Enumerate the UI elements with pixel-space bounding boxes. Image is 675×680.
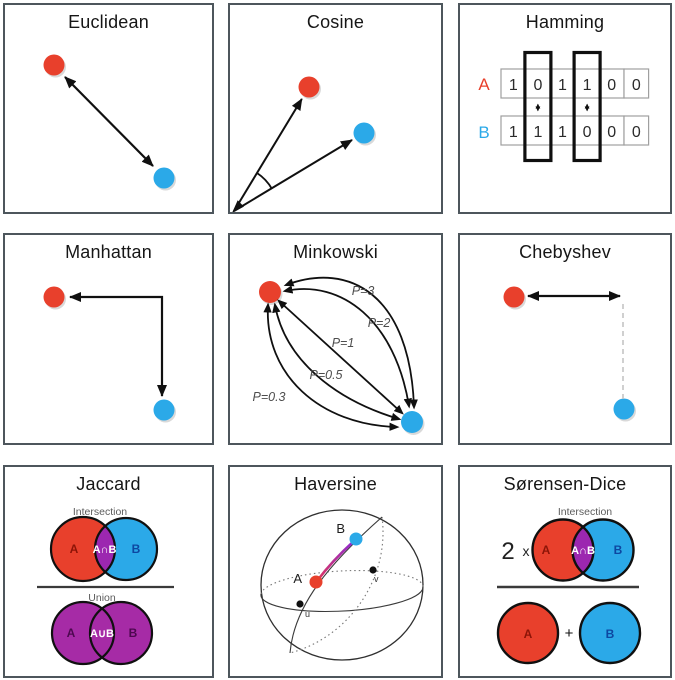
minkowski-diagram — [230, 235, 441, 443]
svg-text:0: 0 — [631, 77, 641, 94]
svg-text:0: 0 — [607, 77, 617, 94]
point-u-label: u — [305, 609, 311, 619]
p2-label: P=2 — [367, 316, 391, 330]
vector-a-name: A — [478, 75, 490, 94]
panel-title: Manhattan — [65, 242, 152, 262]
intersection-venn — [51, 517, 157, 581]
p05-label: P=0.5 — [309, 368, 343, 382]
point-a-label: A — [293, 571, 302, 586]
geodesic-arc — [317, 541, 354, 581]
svg-text:0: 0 — [582, 124, 592, 141]
manhattan-path-arrow — [70, 297, 162, 396]
intersection-caption: Intersection — [72, 506, 128, 518]
svg-text:1: 1 — [558, 77, 567, 94]
multiplier-2: 2 — [501, 538, 515, 565]
blue-point — [154, 400, 175, 421]
set-a-label: A — [523, 627, 533, 641]
intersection-venn — [533, 520, 634, 581]
set-b-label: B — [605, 627, 615, 641]
panel-euclidean — [3, 3, 214, 214]
euclidean-distance-arrow — [65, 77, 153, 166]
panel-manhattan — [3, 233, 214, 445]
panel-hamming — [458, 3, 672, 214]
intersection-caption: Intersection — [557, 506, 613, 518]
point-v — [369, 566, 376, 573]
vector-a-arrow — [234, 99, 302, 211]
sum-of-sets — [498, 603, 640, 663]
jaccard-diagram — [5, 467, 212, 676]
great-circle-back-dotted — [290, 517, 383, 653]
svg-text:0: 0 — [607, 124, 617, 141]
point-u — [296, 600, 303, 607]
svg-text:1: 1 — [508, 77, 518, 94]
panel-title: Sørensen-Dice — [503, 474, 627, 494]
point-b-label: B — [336, 521, 345, 536]
manhattan-diagram — [5, 235, 212, 443]
red-point — [504, 287, 525, 308]
p3-label: P=3 — [351, 284, 375, 298]
great-circle-front — [290, 517, 382, 653]
svg-text:1: 1 — [582, 77, 592, 94]
panel-title: Minkowski — [293, 242, 378, 262]
set-b-label: B — [613, 543, 623, 557]
svg-text:1: 1 — [508, 124, 518, 141]
panel-title: Euclidean — [68, 12, 149, 32]
p03-label: P=0.3 — [252, 390, 286, 404]
red-point — [259, 281, 281, 303]
haversine-diagram — [230, 467, 441, 676]
point-b — [350, 533, 363, 546]
equator-back-dotted — [261, 571, 423, 594]
a-intersect-b-label: A∩B — [571, 545, 595, 557]
panel-title: Jaccard — [76, 474, 141, 494]
blue-point — [401, 411, 423, 433]
set-b-label: B — [128, 626, 138, 640]
union-caption: Union — [88, 592, 116, 604]
red-point — [44, 55, 65, 76]
panel-sorensen-dice — [458, 465, 672, 678]
angle-arc — [257, 173, 272, 189]
panel-haversine — [228, 465, 443, 678]
panel-title: Cosine — [306, 12, 365, 32]
vector-b-arrow — [234, 140, 352, 211]
origin-arrowhead-icon — [232, 200, 244, 212]
cosine-diagram — [230, 5, 441, 212]
equator-front — [261, 588, 423, 611]
panel-title: Haversine — [294, 474, 377, 494]
set-a-label: A — [541, 543, 551, 557]
panel-cosine — [228, 3, 443, 214]
set-a-label: A — [69, 542, 79, 556]
blue-point — [614, 399, 635, 420]
hamming-diagram — [460, 5, 670, 212]
blue-point — [354, 123, 375, 144]
point-v-label: v — [374, 574, 379, 584]
panel-title: Chebyshev — [519, 242, 611, 262]
svg-text:0: 0 — [631, 124, 641, 141]
blue-point — [154, 168, 175, 189]
svg-text:1: 1 — [533, 124, 543, 141]
union-venn — [52, 602, 152, 664]
a-intersect-b-label: A∩B — [92, 544, 117, 556]
set-a-label: A — [66, 626, 76, 640]
p1-label: P=1 — [331, 336, 355, 350]
plus-sign: + — [564, 625, 574, 642]
set-b-label: B — [131, 542, 141, 556]
times-sign: x — [522, 543, 530, 559]
vector-b-name: B — [478, 123, 490, 142]
chebyshev-diagram — [460, 235, 670, 443]
panel-title: Hamming — [525, 12, 605, 32]
point-a — [310, 576, 323, 589]
svg-text:1: 1 — [558, 124, 567, 141]
svg-text:0: 0 — [533, 77, 543, 94]
red-point — [44, 287, 65, 308]
panel-minkowski — [228, 233, 443, 445]
euclidean-diagram — [5, 5, 212, 212]
a-union-b-label: A∪B — [90, 628, 114, 640]
red-point — [299, 77, 320, 98]
sorensen-dice-diagram — [460, 467, 670, 676]
panel-jaccard — [3, 465, 214, 678]
panel-chebyshev — [458, 233, 672, 445]
